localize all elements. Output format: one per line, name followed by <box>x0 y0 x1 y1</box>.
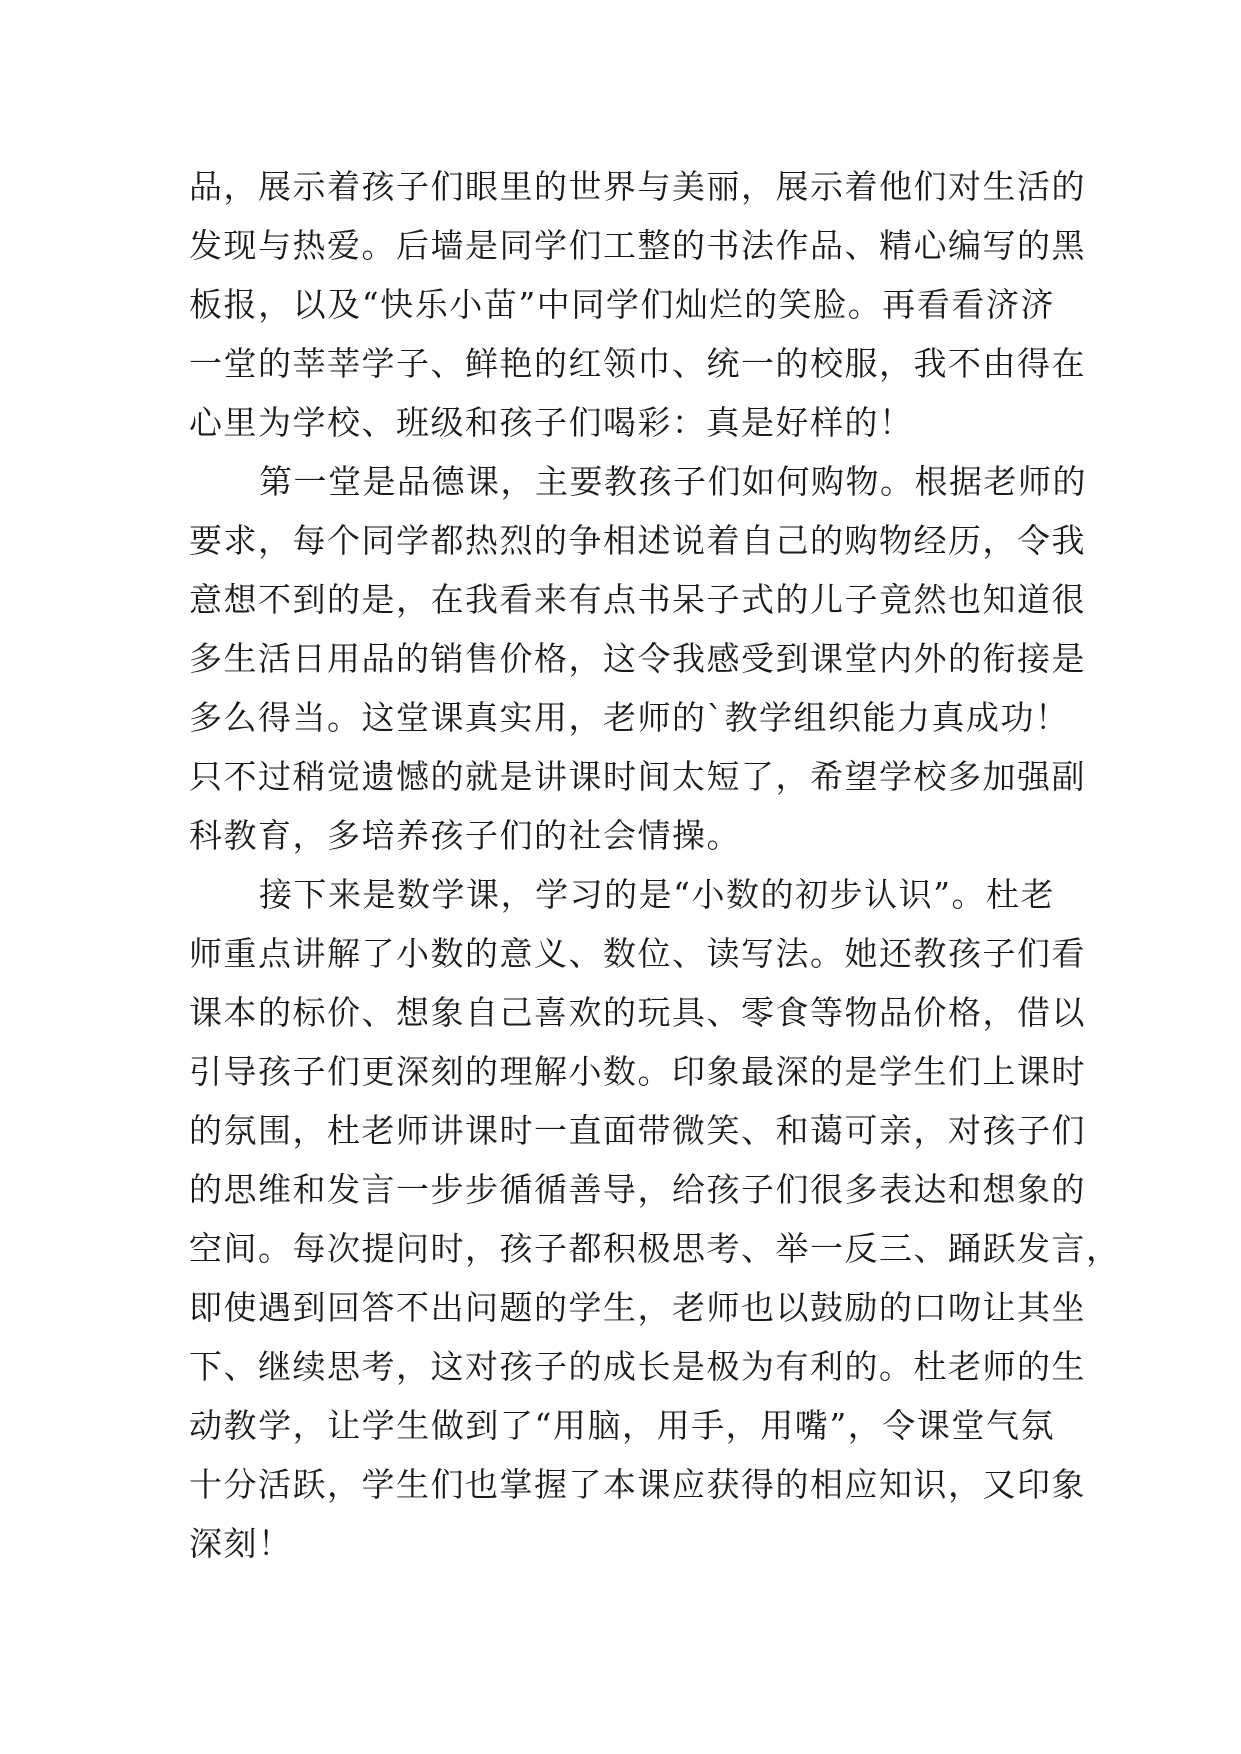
text-line: 发现与热爱。后墙是同学们工整的书法作品、精心编写的黑 <box>189 226 1086 265</box>
text-line: 意想不到的是，在我看来有点书呆子式的儿子竟然也知道很 <box>189 580 1086 619</box>
body-text <box>189 157 1121 1573</box>
text-line: 的氛围，杜老师讲课时一直面带微笑、和蔼可亲，对孩子们 <box>189 1111 1086 1150</box>
text-line: 多生活日用品的销售价格，这令我感受到课堂内外的衔接是 <box>189 639 1086 678</box>
text-line: 深刻！ <box>189 1524 293 1563</box>
text-line: 动教学，让学生做到了“用脑，用手，用嘴”，令课堂气氛 <box>189 1406 1055 1445</box>
paragraph <box>189 452 1087 865</box>
text-line: 课本的标价、想象自己喜欢的玩具、零食等物品价格，借以 <box>189 993 1086 1032</box>
text-line: 的思维和发言一步步循循善导，给孩子们很多表达和想象的 <box>189 1170 1086 1209</box>
text-line: 师重点讲解了小数的意义、数位、读写法。她还教孩子们看 <box>189 934 1086 973</box>
text-line: 下、继续思考，这对孩子的成长是极为有利的。杜老师的生 <box>189 1347 1086 1386</box>
text-line: 第一堂是品德课，主要教孩子们如何购物。根据老师的 <box>259 462 1087 501</box>
text-line: 要求，每个同学都热烈的争相述说着自己的购物经历，令我 <box>189 521 1086 560</box>
text-line: 品，展示着孩子们眼里的世界与美丽，展示着他们对生活的 <box>189 167 1086 206</box>
text-line: 心里为学校、班级和孩子们喝彩：真是好样的！ <box>189 403 914 442</box>
paragraph <box>189 865 1121 1573</box>
text-line: 一堂的莘莘学子、鲜艳的红领巾、统一的校服，我不由得在 <box>189 344 1086 383</box>
text-line: 十分活跃，学生们也掌握了本课应获得的相应知识，又印象 <box>189 1465 1086 1504</box>
text-line: 科教育，多培养孩子们的社会情操。 <box>189 816 741 855</box>
text-line: 接下来是数学课，学习的是“小数的初步认识”。杜老 <box>259 875 1055 914</box>
paragraph <box>189 157 1086 452</box>
text-line: 只不过稍觉遗憾的就是讲课时间太短了，希望学校多加强副 <box>189 757 1086 796</box>
text-line: 空间。每次提问时，孩子都积极思考、举一反三、踊跃发言， <box>189 1229 1121 1268</box>
text-line: 板报，以及“快乐小苗”中同学们灿烂的笑脸。再看看济济 <box>189 285 1055 324</box>
text-line: 多么得当。这堂课真实用，老师的`教学组织能力真成功！ <box>189 698 1070 737</box>
text-line: 引导孩子们更深刻的理解小数。印象最深的是学生们上课时 <box>189 1052 1086 1091</box>
text-line: 即使遇到回答不出问题的学生，老师也以鼓励的口吻让其坐 <box>189 1288 1086 1327</box>
